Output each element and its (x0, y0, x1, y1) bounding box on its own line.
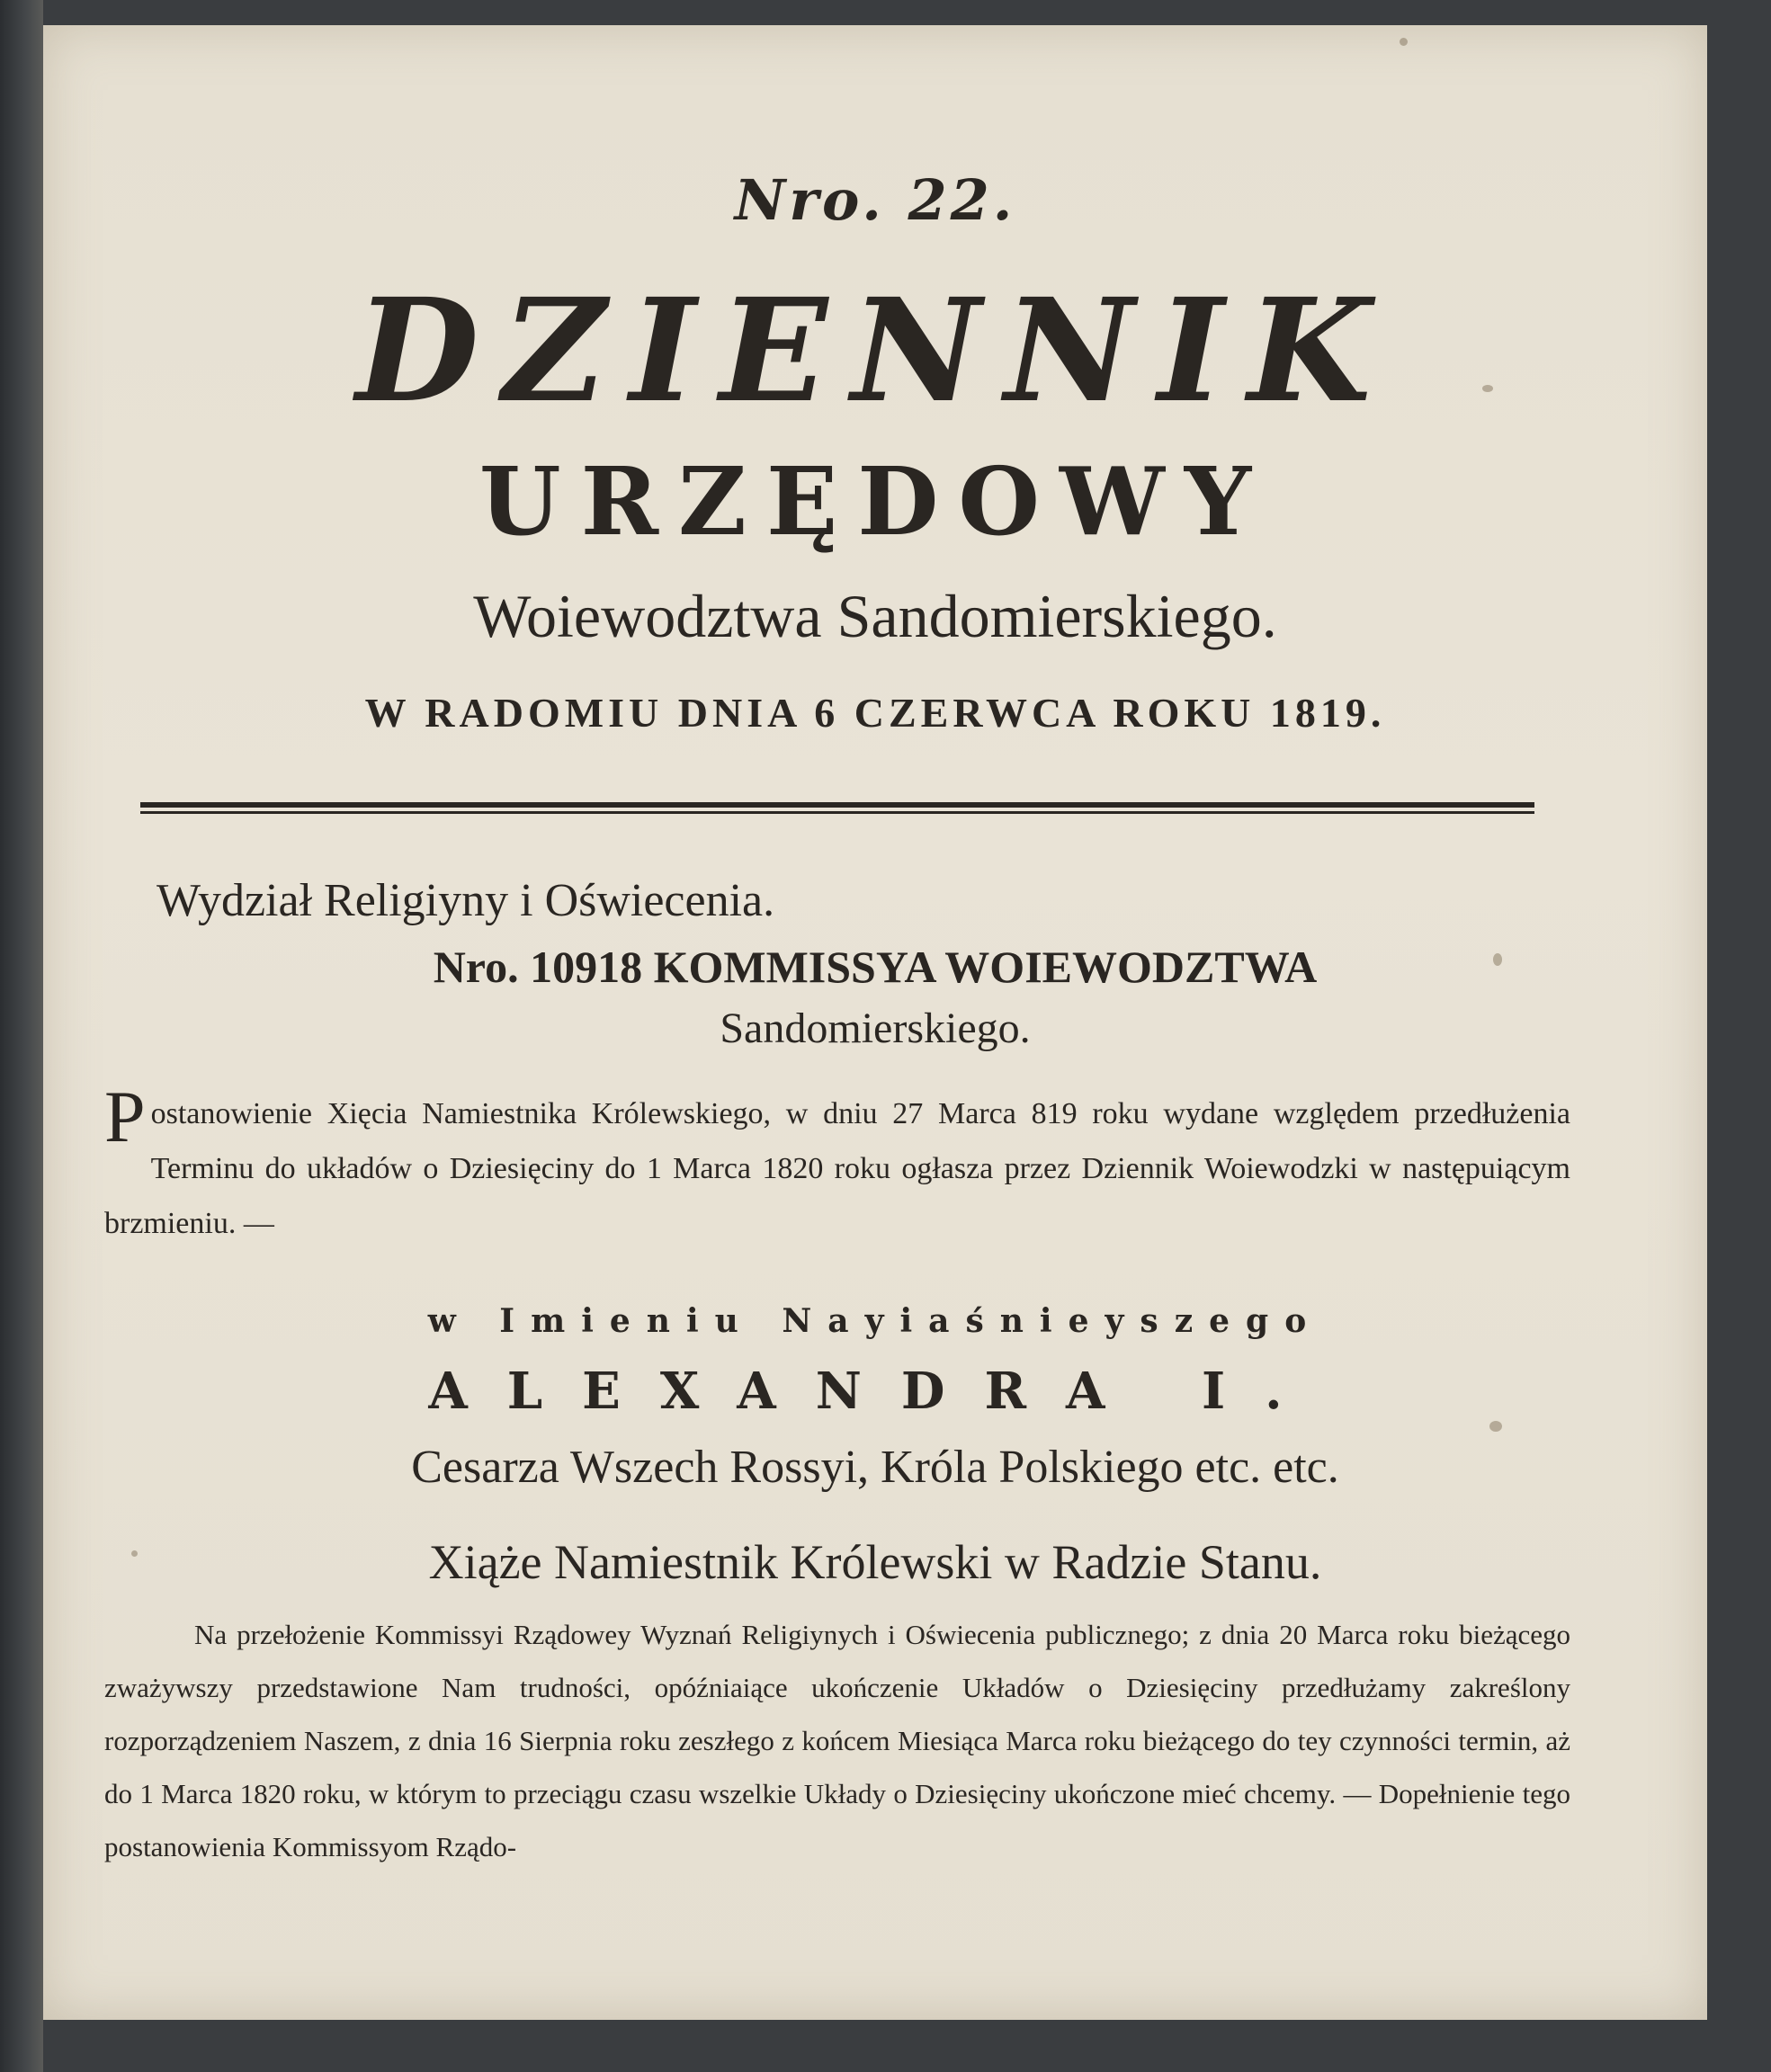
commission-heading: Nro. 10918 KOMMISSYA WOIEWODZTWA (433, 942, 1318, 992)
document-page (43, 25, 1707, 2020)
decree-paragraph: Na przełożenie Kommissyi Rządowey Wyznań Religiynych i Oświecenia publicznego; z dnia 20 Marca roku bieżącego zważywszy przedstawione Nam trudności, opóźniaiące ukończenie Układów o Dziesięciny przedłużamy zakreślony rozporządzeniem Naszem, z dnia 16 Sierpnia roku zeszłego z końcem Miesiąca Marca roku bieżącego do tey czynności termin, aż do 1 Marca 1820 roku, w którym to przeciągu czasu wszelkie Układy o Dziesięciny ukończone mieć chcemy. — Dopełnienie tego postanowienia Kommissyom Rządo- (104, 1619, 1570, 1862)
region-line: Woiewodztwa Sandomierskiego. (473, 582, 1277, 650)
book-spine-edge (0, 0, 43, 2072)
header-divider-thin (140, 811, 1534, 814)
department-heading: Wydział Religiyny i Oświecenia. (157, 875, 775, 926)
monarch-titles: Cesarza Wszech Rossyi, Króla Polskiego etc. etc. (411, 1442, 1339, 1493)
commission-heading-region: Sandomierskiego. (720, 1005, 1031, 1052)
newspaper-subtitle: URZĘDOWY (479, 446, 1272, 557)
monarch-name: ALEXANDRA I. (428, 1362, 1322, 1421)
viceroy-line: Xiąże Namiestnik Królewski w Radzie Stanu. (428, 1535, 1322, 1589)
header-divider (140, 802, 1534, 808)
intro-paragraph (104, 1076, 1570, 1251)
issue-number: Nro. 22. (734, 167, 1016, 233)
paper-spot (1489, 1421, 1502, 1432)
newspaper-title: DZIENNIK (355, 268, 1395, 434)
paper-spot (1400, 38, 1408, 46)
drop-cap: P (104, 1076, 146, 1157)
invocation-line: w Imieniu Nayiaśnieyszego (427, 1302, 1323, 1340)
dateline: W RADOMIU DNIA 6 CZERWCA ROKU 1819. (364, 690, 1386, 736)
intro-text: ostanowienie Xięcia Namiestnika Królewskiego, w dniu 27 Marca 819 roku wydane względem przedłużenia Terminu do układów o Dziesięciny do 1 Marca 1820 roku ogłasza przez Dziennik Woiewodzki w następuiącym brzmieniu. — (104, 1097, 1570, 1240)
